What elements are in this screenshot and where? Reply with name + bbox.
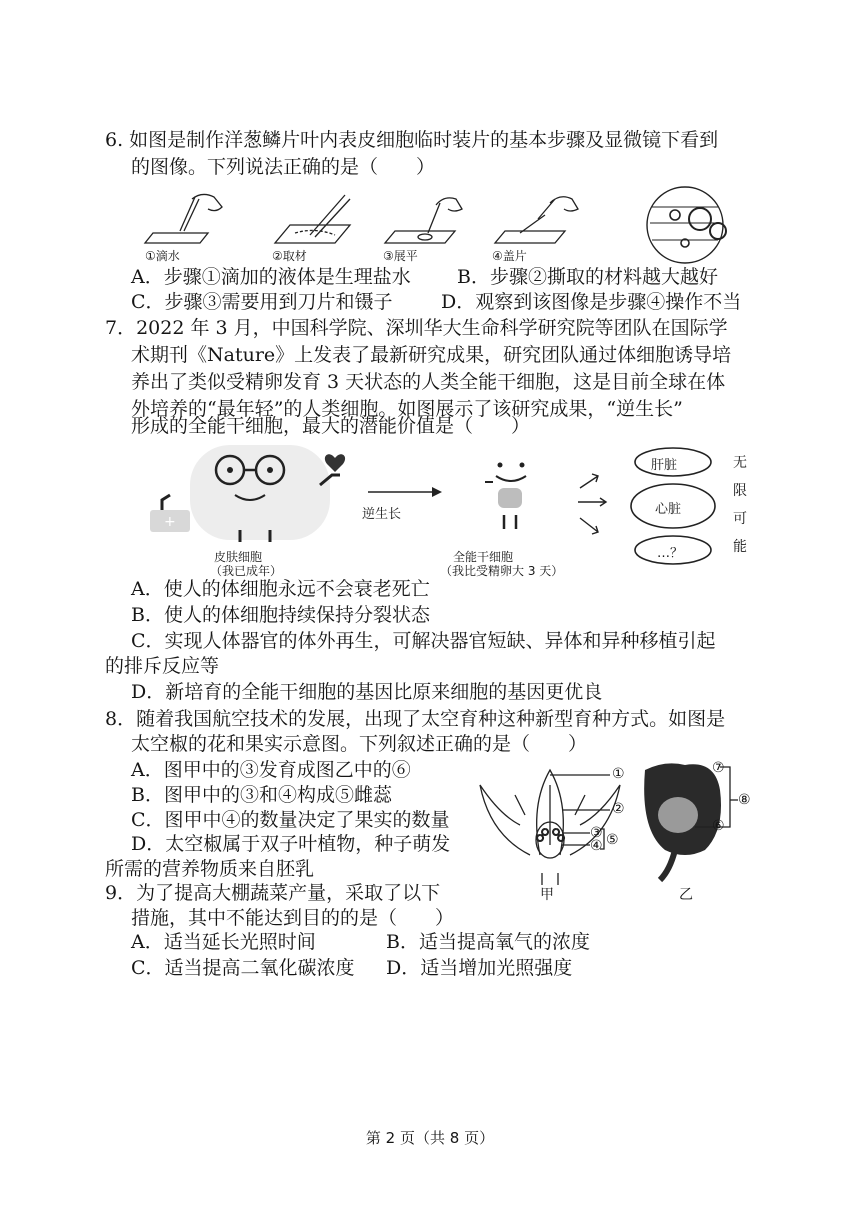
q6-option-c: C．步骤③需要用到刀片和镊子 xyxy=(131,291,393,313)
organ-unknown-label: …？ xyxy=(657,546,684,561)
reverse-growth-label: 逆生长 xyxy=(362,507,402,522)
q7-option-a: A．使人的体细胞永远不会衰老死亡 xyxy=(131,578,430,600)
q9-option-b: B．适当提高氧气的浓度 xyxy=(386,931,590,953)
flower-label-3: ③ xyxy=(590,825,603,841)
q9-option-d: D．适当增加光照强度 xyxy=(386,957,573,979)
q8-figure xyxy=(470,755,790,885)
q8-stem-line1: 8．随着我国航空技术的发展，出现了太空育种这种新型育种方式。如图是 xyxy=(105,708,726,730)
q7-option-c-line1: C．实现人体器官的体外再生，可解决器官短缺、异体和异种移植引起 xyxy=(131,630,716,652)
step3-label: ③展平 xyxy=(383,249,418,263)
q6-option-d: D．观察到该图像是步骤④操作不当 xyxy=(441,291,742,313)
step2-taking-material-drawing xyxy=(275,195,350,243)
skin-cell-character-drawing xyxy=(150,445,345,542)
q9-option-c: C．适当提高二氧化碳浓度 xyxy=(131,957,355,979)
step1-label: ①滴水 xyxy=(145,249,180,263)
q8-option-b: B．图甲中的③和④构成⑤雌蕊 xyxy=(131,784,392,806)
q6-stem-line2: 的图像。下列说法正确的是（ ） xyxy=(131,156,436,178)
stem-cell-label: 全能干细胞 xyxy=(453,550,514,564)
step2-label: ②取材 xyxy=(272,249,307,263)
reverse-growth-arrow xyxy=(368,487,442,497)
q7-option-b: B．使人的体细胞持续保持分裂状态 xyxy=(131,604,430,626)
q7-stem-line4: 外培养的“最年轻”的人类细胞。如图展示了该研究成果，“逆生长” xyxy=(131,398,683,420)
flower-label-4: ④ xyxy=(590,838,603,854)
flower-label-1: ① xyxy=(612,766,625,782)
step3-flattening-drawing xyxy=(385,198,462,243)
side-text-1: 无 xyxy=(733,455,747,471)
q7-option-d: D．新培育的全能干细胞的基因比原来细胞的基因更优良 xyxy=(131,681,603,703)
q9-stem-line2: 措施，其中不能达到目的的是（ ） xyxy=(131,907,455,929)
step4-placing-coverslip-drawing xyxy=(495,197,578,243)
q8-option-c: C．图甲中④的数量决定了果实的数量 xyxy=(131,809,450,831)
flower-label-5: ⑤ xyxy=(606,832,619,848)
figure-label-yi: 乙 xyxy=(679,887,693,903)
svg-text:+: + xyxy=(164,514,176,530)
q6-stem-line1: 6. 如图是制作洋葱鳞片叶内表皮细胞临时装片的基本步骤及显微镜下看到 xyxy=(105,129,719,151)
side-text-3: 可 xyxy=(733,511,747,527)
fruit-label-7: ⑦ xyxy=(712,760,725,776)
figure-label-jia: 甲 xyxy=(540,887,554,903)
page-footer: 第 2 页（共 8 页） xyxy=(365,1129,495,1147)
q7-option-c-line2: 的排斥反应等 xyxy=(105,655,220,677)
fruit-label-8: ⑧ xyxy=(738,792,751,808)
q7-stem-line3: 养出了类似受精卵发育 3 天状态的人类全能干细胞，这是目前全球在体 xyxy=(131,371,726,393)
step1-dropping-water-drawing xyxy=(145,194,222,243)
q6-option-b: B．步骤②撕取的材料越大越好 xyxy=(457,266,718,288)
outcome-arrows xyxy=(578,474,606,534)
q9-option-a: A．适当延长光照时间 xyxy=(131,931,316,953)
stem-cell-character-drawing xyxy=(485,463,526,530)
step4-label: ④盖片 xyxy=(492,249,527,263)
q8-option-a: A．图甲中的③发育成图乙中的⑥ xyxy=(131,759,411,781)
organ-liver-label: 肝脏 xyxy=(651,458,678,473)
skin-cell-label: 皮肤细胞 xyxy=(214,550,263,564)
side-text-2: 限 xyxy=(733,483,747,499)
q8-option-d-line2: 所需的营养物质来自胚乳 xyxy=(105,858,315,880)
q7-stem-line1: 7．2022 年 3 月，中国科学院、深圳华大生命科学研究院等团队在国际学 xyxy=(105,317,728,339)
q7-stem-line5: 形成的全能干细胞，最大的潜能价值是（ ） xyxy=(131,415,531,437)
stem-cell-sublabel: （我比受精卵大 3 天） xyxy=(440,564,564,578)
microscope-view-drawing xyxy=(647,187,726,263)
q9-stem-line1: 9．为了提高大棚蔬菜产量，采取了以下 xyxy=(105,882,441,904)
fruit-label-6: ⑥ xyxy=(712,818,725,834)
q6-figure xyxy=(140,185,760,265)
q8-option-d-line1: D．太空椒属于双子叶植物，种子萌发 xyxy=(131,833,451,855)
flower-label-2: ② xyxy=(612,801,625,817)
q8-stem-line2: 太空椒的花和果实示意图。下列叙述正确的是（ ） xyxy=(131,733,588,755)
q6-option-a: A．步骤①滴加的液体是生理盐水 xyxy=(131,266,411,288)
skin-cell-sublabel: （我已成年） xyxy=(210,564,283,578)
side-text-4: 能 xyxy=(733,539,747,555)
q7-stem-line2: 术期刊《Nature》上发表了最新研究成果，研究团队通过体细胞诱导培 xyxy=(131,344,732,366)
organ-heart-label: 心脏 xyxy=(655,502,682,517)
